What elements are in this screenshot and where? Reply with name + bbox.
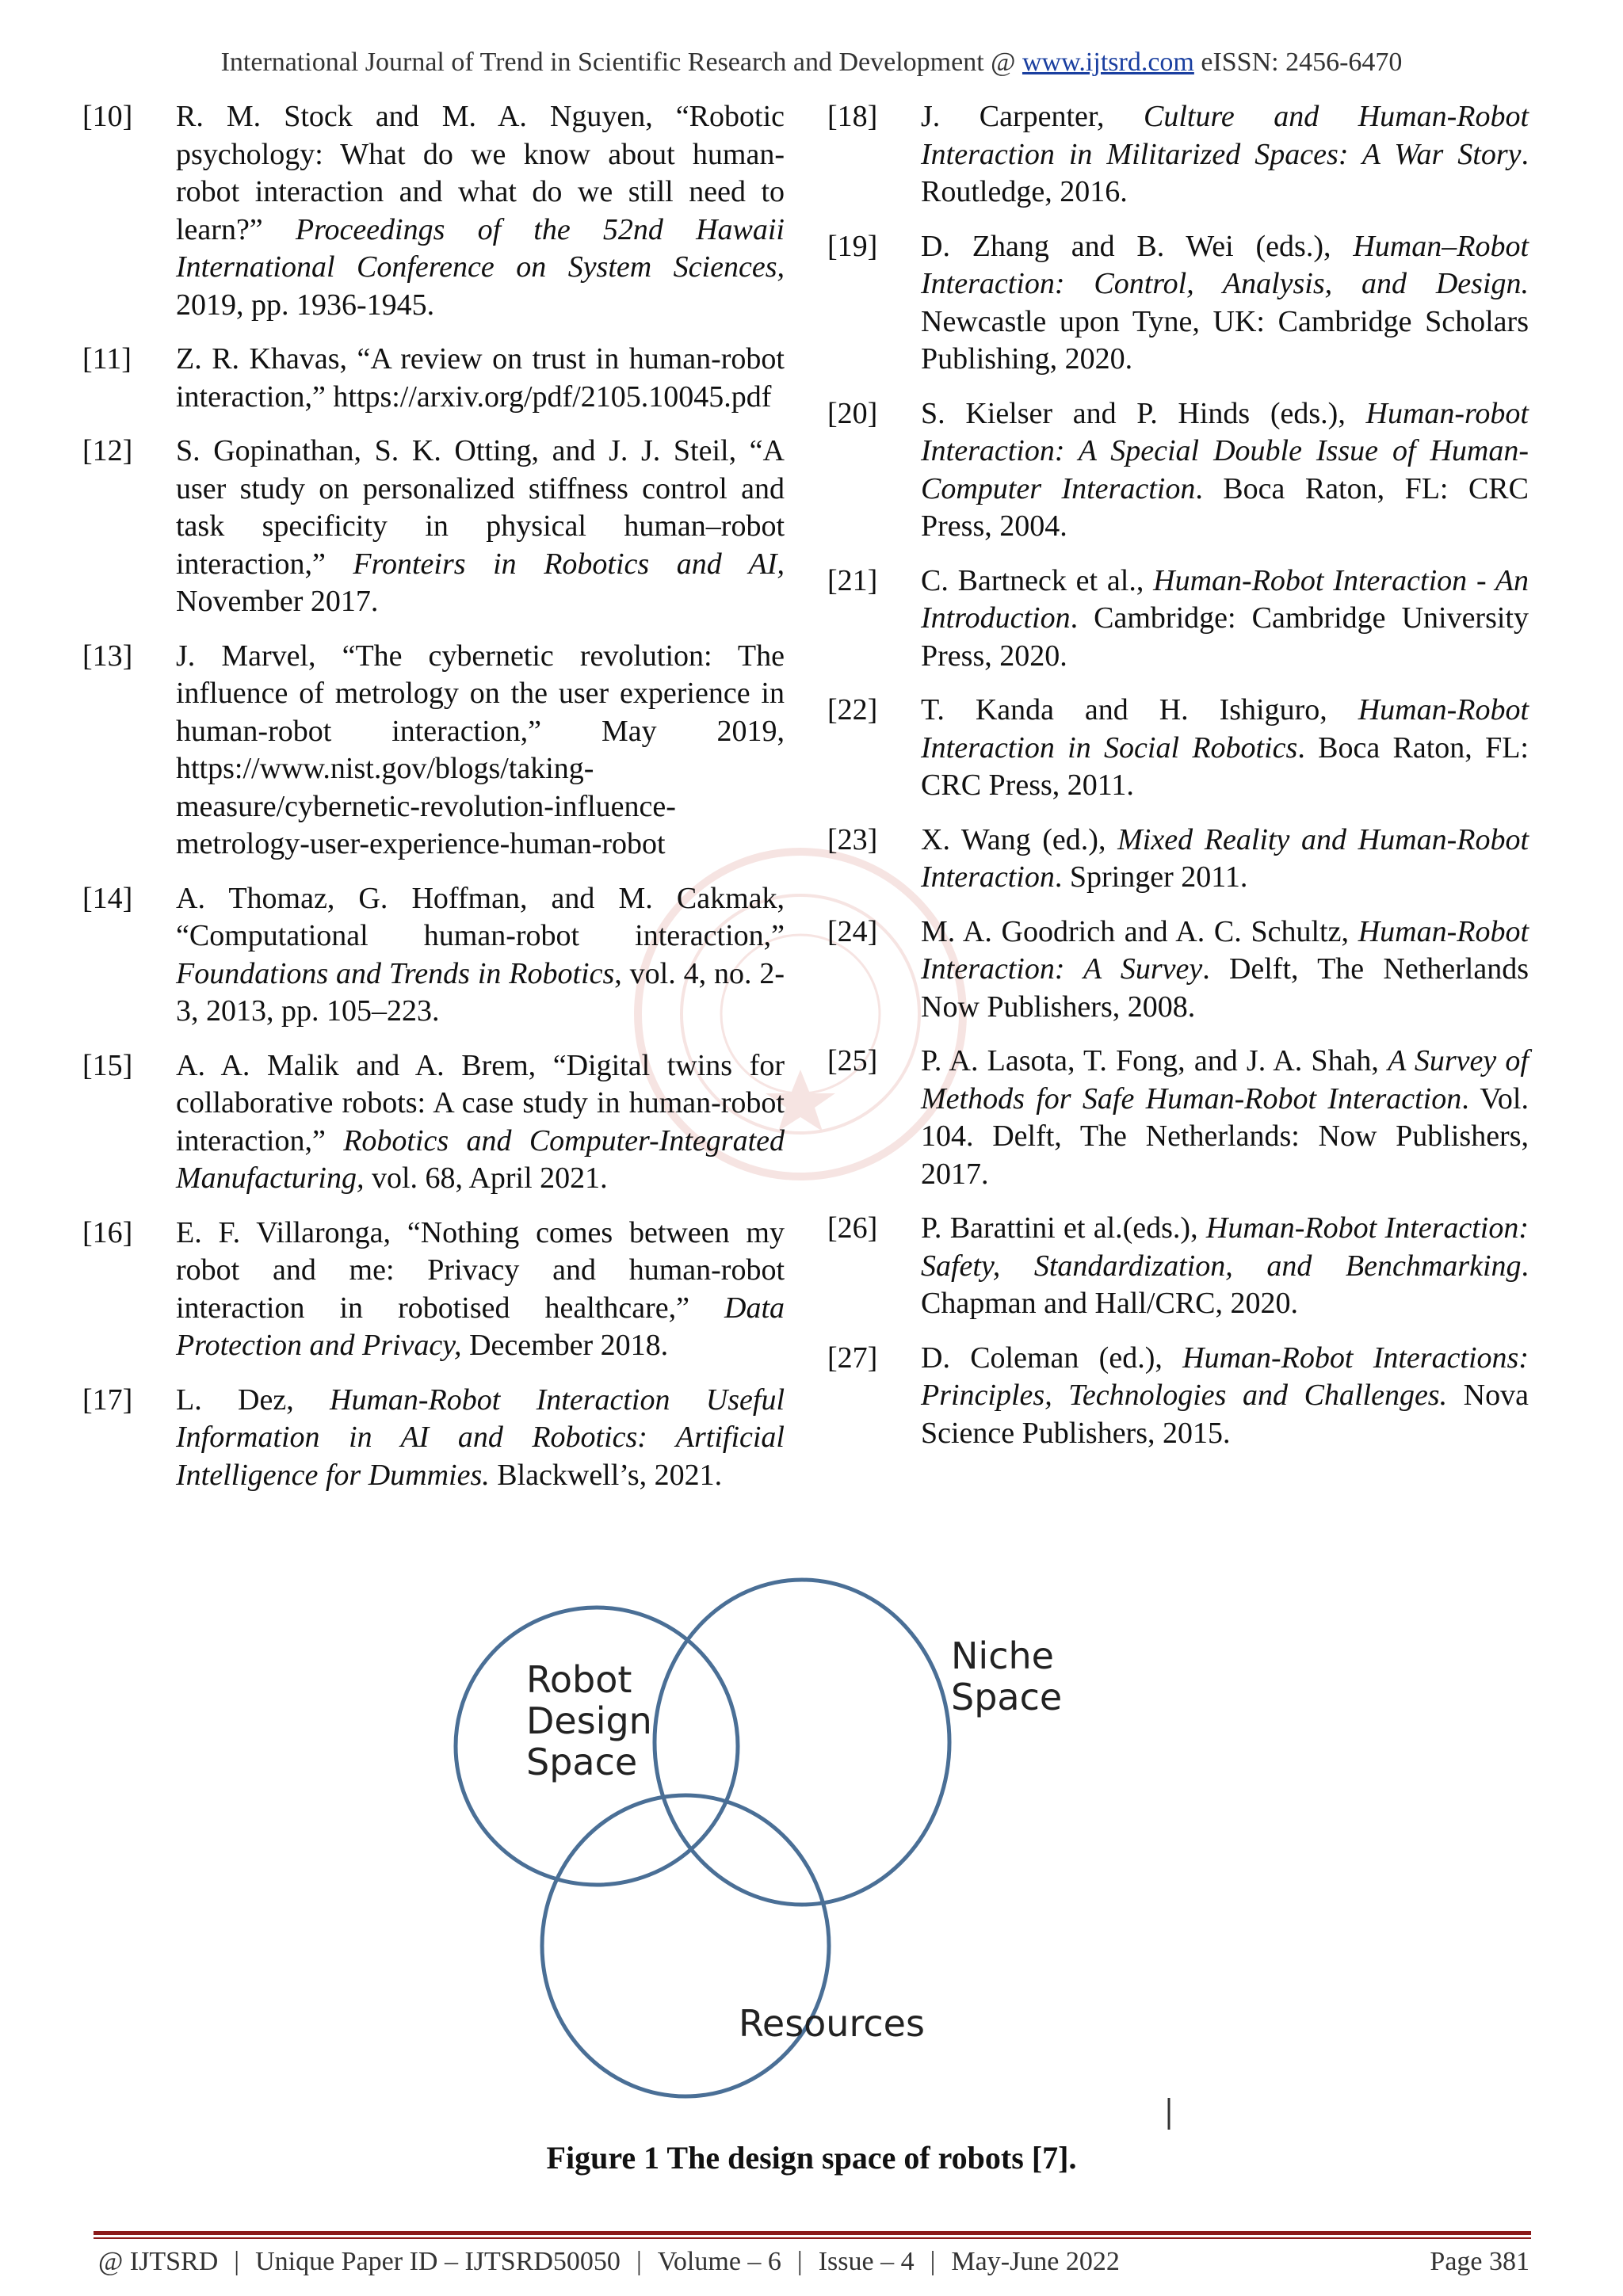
reference-segment: Blackwell’s, 2021. <box>489 1458 723 1492</box>
reference-segment: S. Kielser and P. Hinds (eds.), <box>921 396 1366 430</box>
reference-title: Human-robot Interaction: A Special Double Issue of Human-Computer Interaction <box>921 396 1529 505</box>
reference-segment: D. Zhang and B. Wei (eds.), <box>921 229 1354 263</box>
reference-segment: . Chapman and Hall/CRC, 2020. <box>921 1249 1529 1320</box>
reference-segment: . Delft, The Netherlands Now Publishers, 2008. <box>921 952 1529 1024</box>
footer-sep: | <box>796 2247 803 2276</box>
footer-paper-id: Unique Paper ID – IJTSRD50050 <box>255 2247 621 2276</box>
footer-sep: | <box>930 2247 936 2276</box>
reference-segment: L. Dez, <box>176 1383 330 1417</box>
reference-text <box>176 433 785 621</box>
reference-segment: December 2018. <box>461 1329 669 1362</box>
reference-text <box>176 98 785 324</box>
references-right-column <box>827 98 1529 1469</box>
reference-title: Human-Robot Interactions: Principles, Technologies and Challenges. <box>921 1341 1529 1412</box>
reference-text <box>176 880 785 1031</box>
reference-number: [24] <box>827 914 878 948</box>
reference-text <box>921 822 1529 897</box>
reference-item <box>82 98 785 324</box>
reference-number: [22] <box>827 693 878 727</box>
reference-segment: A. Thomaz, G. Hoffman, and M. Cakmak, “Computational human-robot interaction,” <box>176 881 785 952</box>
reference-title: Robotics and Computer-Integrated Manufacturing, <box>176 1123 785 1195</box>
reference-title: Proceedings of the 52nd Hawaii International Conference on System Sciences, <box>176 212 785 284</box>
reference-text <box>921 98 1529 212</box>
reference-segment: C. Bartneck et al., <box>921 563 1154 597</box>
footer-rule-thick <box>94 2231 1531 2235</box>
reference-number: [15] <box>82 1048 133 1082</box>
reference-text <box>921 228 1529 379</box>
footer-sep: | <box>636 2247 642 2276</box>
reference-item <box>82 880 785 1031</box>
reference-item <box>827 1043 1529 1193</box>
reference-item <box>827 98 1529 212</box>
reference-segment: . Cambridge: Cambridge University Press, 2020. <box>921 601 1529 673</box>
reference-title: Foundations and Trends in Robotics <box>176 956 615 990</box>
reference-number: [27] <box>827 1341 878 1375</box>
reference-segment: T. Kanda and H. Ishiguro, <box>921 693 1358 727</box>
reference-item <box>827 1340 1529 1453</box>
reference-segment: M. A. Goodrich and A. C. Schultz, <box>921 914 1358 948</box>
reference-segment: X. Wang (ed.), <box>921 822 1118 856</box>
reference-segment: D. Coleman (ed.), <box>921 1341 1183 1375</box>
reference-number: [17] <box>82 1383 133 1417</box>
resources-label: Resources <box>739 2002 925 2045</box>
reference-item <box>827 1210 1529 1323</box>
footer-rule-thin <box>94 2237 1531 2239</box>
reference-title: Human-Robot Interaction Useful Information in AI and Robotics: Artificial Intelligence for Dummies. <box>176 1383 785 1492</box>
reference-item <box>82 433 785 621</box>
reference-segment: P. A. Lasota, T. Fong, and J. A. Shah, <box>921 1044 1388 1077</box>
reference-item <box>827 228 1529 379</box>
reference-segment: Z. R. Khavas, “A review on trust in human-robot interaction,” https://arxiv.org/pdf/2105.10045.pdf <box>176 342 785 414</box>
niche-space-label-line1: Niche <box>951 1634 1054 1677</box>
reference-number: [19] <box>827 229 878 263</box>
reference-number: [18] <box>827 100 878 133</box>
reference-title: Culture and Human-Robot Interaction in Militarized Spaces: A War Story <box>921 100 1529 171</box>
reference-text <box>921 1210 1529 1323</box>
footer-sep: | <box>234 2247 240 2276</box>
footer-journal: @ IJTSRD <box>98 2247 219 2276</box>
reference-segment: vol. 68, April 2021. <box>364 1161 608 1195</box>
reference-number: [23] <box>827 822 878 856</box>
reference-segment: . Boca Raton, FL: CRC Press, 2011. <box>921 730 1529 802</box>
reference-segment: S. Gopinathan, S. K. Otting, and J. J. Steil, “A user study on personalized stiffness control and task specificity in physical human–robot interaction,” <box>176 434 785 581</box>
reference-number: [20] <box>827 396 878 430</box>
journal-site-link[interactable]: www.ijtsrd.com <box>1022 48 1194 77</box>
reference-number: [25] <box>827 1044 878 1077</box>
reference-segment: A. A. Malik and A. Brem, “Digital twins for collaborative robots: A case study in human-robot interaction,” <box>176 1048 785 1158</box>
header-prefix: International Journal of Trend in Scientific Research and Development @ <box>220 48 1022 77</box>
reference-item <box>82 341 785 416</box>
page-footer <box>98 2247 1529 2277</box>
reference-text <box>921 913 1529 1027</box>
reference-segment: . Boca Raton, FL: CRC Press, 2004. <box>921 471 1529 543</box>
reference-title: A Survey of Methods for Safe Human-Robot Interaction <box>921 1044 1529 1116</box>
footer-issue: Issue – 4 <box>818 2247 915 2276</box>
reference-number: [26] <box>827 1211 878 1245</box>
reference-segment: . Springer 2011. <box>1054 860 1248 894</box>
reference-segment: Newcastle upon Tyne, UK: Cambridge Scholars Publishing, 2020. <box>921 304 1529 376</box>
reference-item <box>82 1215 785 1365</box>
reference-text <box>921 1340 1529 1453</box>
reference-number: [10] <box>82 100 133 133</box>
reference-segment: E. F. Villaronga, “Nothing comes between my robot and me: Privacy and human-robot interaction in robotised healthcare,” <box>176 1215 785 1325</box>
references-left-column <box>82 98 785 1511</box>
robot-design-label-line2: Design <box>526 1699 652 1742</box>
reference-segment: 2019, pp. 1936-1945. <box>176 288 435 322</box>
reference-number: [11] <box>82 342 132 376</box>
reference-text <box>921 563 1529 676</box>
reference-text <box>176 638 785 864</box>
header-suffix: eISSN: 2456-6470 <box>1193 48 1403 77</box>
reference-number: [21] <box>827 563 878 597</box>
robot-design-label-line1: Robot <box>526 1658 632 1701</box>
reference-title: Human-Robot Interaction - An Introduction <box>921 563 1529 635</box>
robot-design-label-line3: Space <box>526 1741 638 1783</box>
niche-space-label-line2: Space <box>951 1676 1063 1718</box>
reference-title: Human–Robot Interaction: Control, Analysis, and Design. <box>921 229 1529 300</box>
footer-date: May-June 2022 <box>951 2247 1120 2276</box>
reference-number: [12] <box>82 434 133 467</box>
reference-text <box>921 1043 1529 1193</box>
reference-item <box>827 822 1529 897</box>
reference-item <box>827 913 1529 1027</box>
reference-segment: Nova Science Publishers, 2015. <box>921 1379 1529 1450</box>
footer-page-number: Page 381 <box>1430 2247 1529 2276</box>
reference-text <box>176 1382 785 1495</box>
reference-text <box>176 1215 785 1365</box>
reference-number: [16] <box>82 1215 133 1249</box>
journal-header <box>0 48 1623 78</box>
reference-text <box>921 395 1529 546</box>
reference-text <box>176 1047 785 1198</box>
reference-title: Human-Robot Interaction: Safety, Standardization, and Benchmarking <box>921 1211 1529 1283</box>
reference-title: Human-Robot Interaction: A Survey <box>921 914 1529 986</box>
reference-text <box>921 692 1529 805</box>
reference-title: Human-Robot Interaction in Social Robotics <box>921 693 1529 765</box>
reference-number: [13] <box>82 639 133 673</box>
figure-caption: Figure 1 The design space of robots [7]. <box>546 2140 1077 2176</box>
reference-text <box>176 341 785 416</box>
reference-title: Mixed Reality and Human-Robot Interaction <box>921 822 1529 894</box>
reference-item <box>82 638 785 864</box>
reference-segment: P. Barattini et al.(eds.), <box>921 1211 1206 1245</box>
reference-number: [14] <box>82 881 133 915</box>
reference-segment: J. Marvel, “The cybernetic revolution: The influence of metrology on the user experience in human-robot interaction,” May 2019, https://www.nist.gov/blogs/taking-measure/cybernetic-revolution-influence-metrology-user-experience-human-robot <box>176 639 785 860</box>
reference-item <box>827 395 1529 546</box>
reference-segment: . Vol. 104. Delft, The Netherlands: Now Publishers, 2017. <box>921 1081 1529 1191</box>
reference-title: Fronteirs in Robotics and AI, <box>353 547 785 581</box>
reference-item <box>827 563 1529 676</box>
reference-item <box>82 1382 785 1495</box>
reference-segment: . Routledge, 2016. <box>921 137 1529 208</box>
footer-volume: Volume – 6 <box>657 2247 781 2276</box>
reference-segment: R. M. Stock and M. A. Nguyen, “Robotic psychology: What do we know about human-robot interaction and what do we still need to learn?” <box>176 100 785 246</box>
reference-segment: , vol. 4, no. 2-3, 2013, pp. 105–223. <box>176 956 785 1028</box>
reference-segment: J. Carpenter, <box>921 100 1144 133</box>
venn-diagram-figure <box>428 1559 1220 2138</box>
reference-item <box>82 1047 785 1198</box>
reference-title: Data Protection and Privacy, <box>176 1291 785 1362</box>
reference-segment: November 2017. <box>176 585 379 618</box>
reference-item <box>827 692 1529 805</box>
